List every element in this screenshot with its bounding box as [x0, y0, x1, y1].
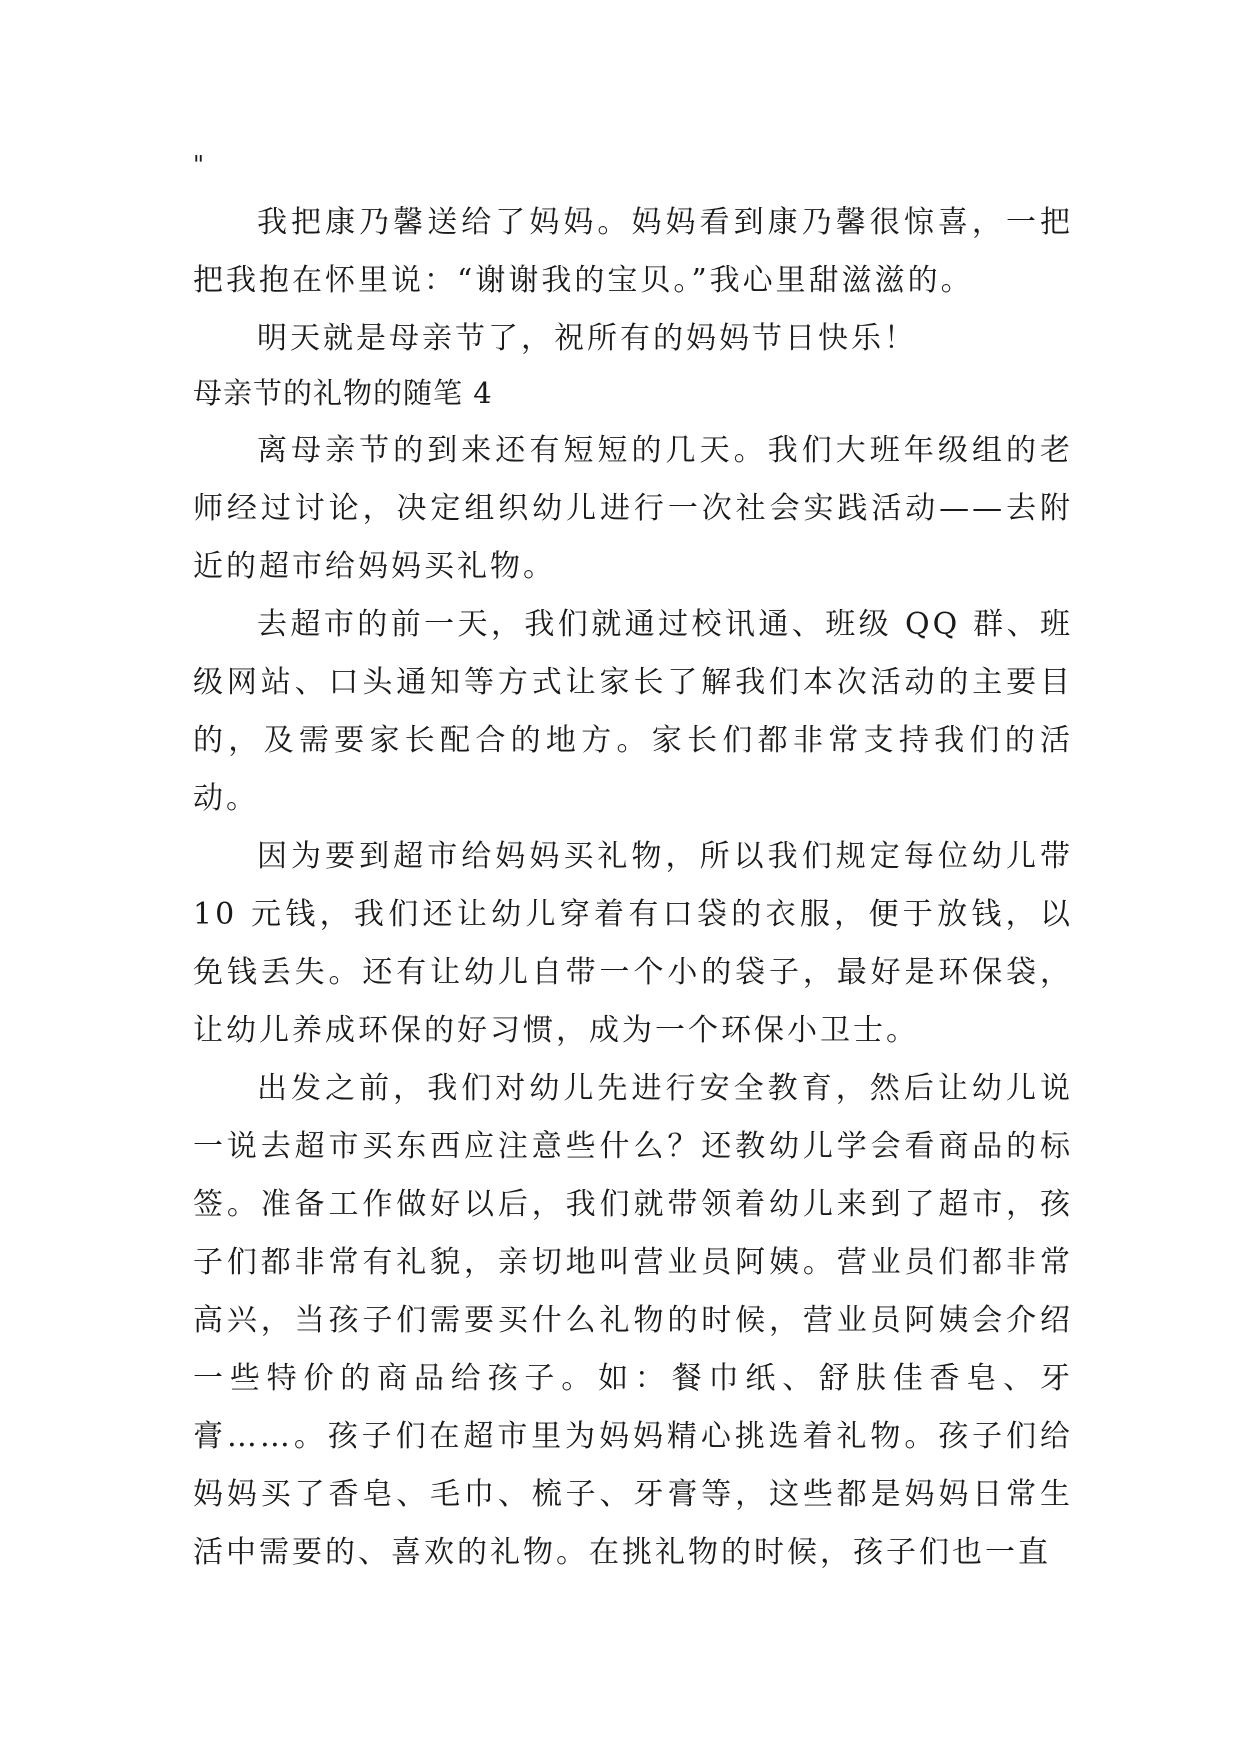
stray-quote-mark: "	[193, 151, 205, 179]
document-page	[193, 150, 1073, 1582]
paragraph-mothers-day-wish: 明天就是母亲节了，祝所有的妈妈节日快乐！	[257, 321, 917, 356]
paragraph-money-and-bags: 因为要到超市给妈妈买礼物，所以我们规定每位幼儿带 10 元钱，我们还让幼儿穿着有口袋的衣服，便于放钱，以免钱丢失。还有让幼儿自带一个小的袋子，最好是环保袋，让幼儿养成环保的好习惯，成为一个环保小卫士。	[193, 839, 1073, 1048]
section-title: 母亲节的礼物的随笔 4	[193, 376, 493, 410]
paragraph-intro: 离母亲节的到来还有短短的几天。我们大班年级组的老师经过讨论，决定组织幼儿进行一次社会实践活动——去附近的超市给妈妈买礼物。	[193, 433, 1073, 584]
paragraph-notify-parents: 去超市的前一天，我们就通过校讯通、班级 QQ 群、班级网站、口头通知等方式让家长了解我们本次活动的主要目的，及需要家长配合的地方。家长们都非常支持我们的活动。	[193, 607, 1073, 816]
paragraph-supermarket-visit: 出发之前，我们对幼儿先进行安全教育，然后让幼儿说一说去超市买东西应注意些什么？还教幼儿学会看商品的标签。准备工作做好以后，我们就带领着幼儿来到了超市，孩子们都非常有礼貌，亲切地叫营业员阿姨。营业员们都非常高兴，当孩子们需要买什么礼物的时候，营业员阿姨会介绍一些特价的商品给孩子。如：餐巾纸、舒肤佳香皂、牙膏……。孩子们在超市里为妈妈精心挑选着礼物。孩子们给妈妈买了香皂、毛巾、梳子、牙膏等，这些都是妈妈日常生活中需要的、喜欢的礼物。在挑礼物的时候，孩子们也一直	[193, 1071, 1073, 1570]
paragraph-gift-carnation: 我把康乃馨送给了妈妈。妈妈看到康乃馨很惊喜，一把把我抱在怀里说：“谢谢我的宝贝。”我心里甜滋滋的。	[193, 205, 1073, 298]
